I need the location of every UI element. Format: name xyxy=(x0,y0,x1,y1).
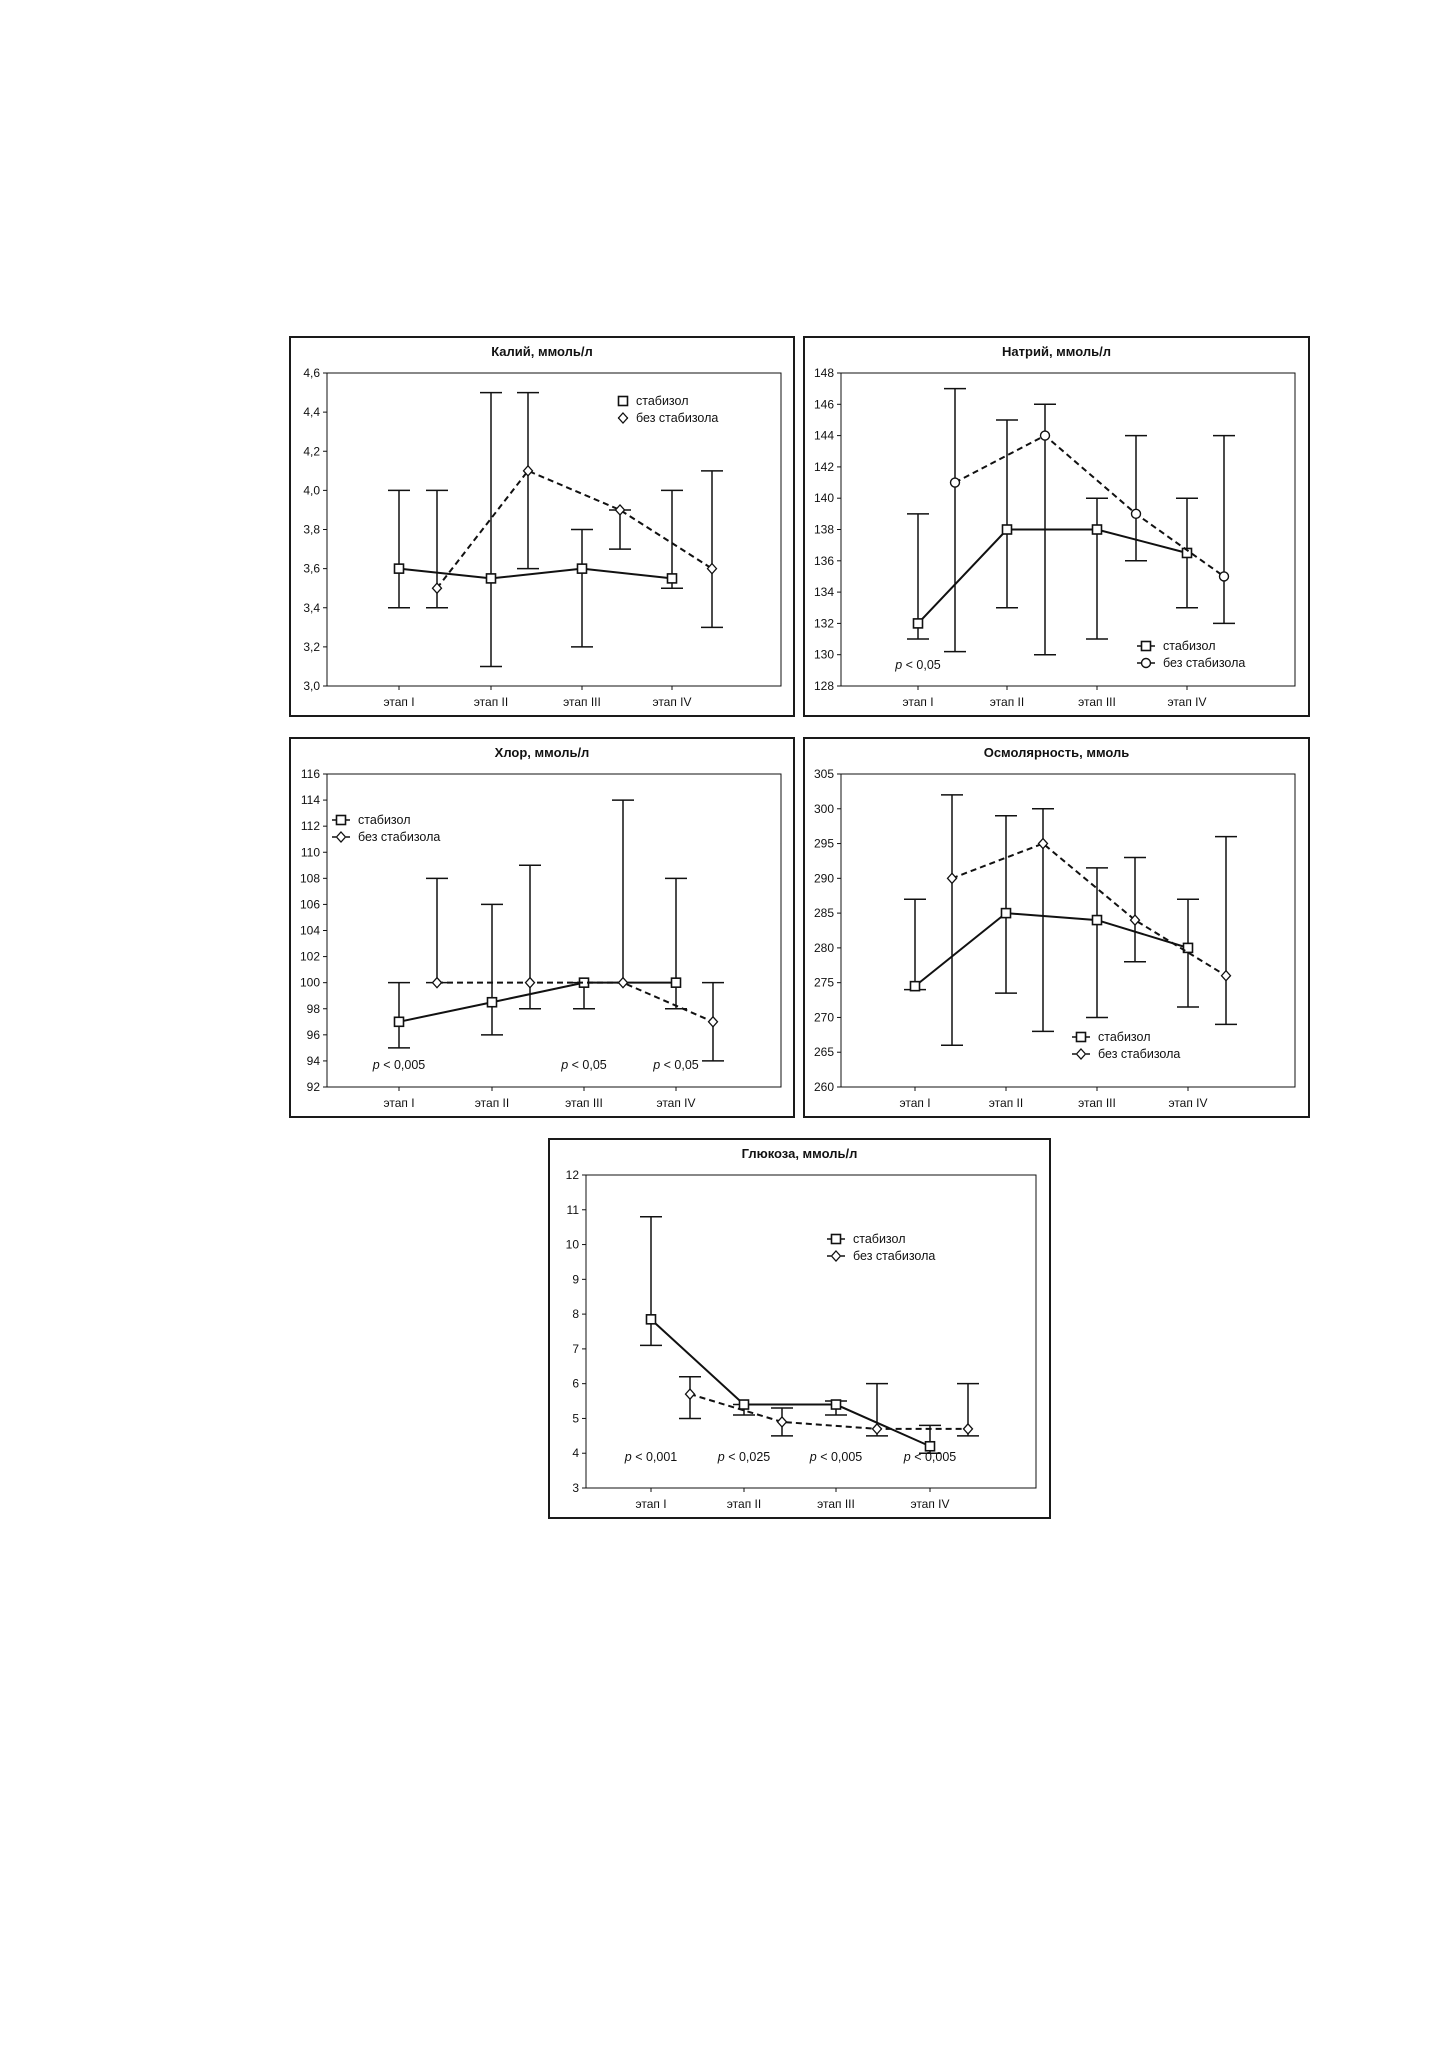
y-tick-label: 134 xyxy=(813,585,834,600)
y-tick-label: 9 xyxy=(572,1272,579,1287)
y-tick-label: 144 xyxy=(813,428,834,443)
x-tick-label: этап III xyxy=(1078,695,1116,709)
y-tick-label: 140 xyxy=(813,491,834,506)
legend-marker xyxy=(619,397,628,406)
data-point xyxy=(668,574,677,583)
legend-label: стабизол xyxy=(853,1232,906,1246)
data-point xyxy=(951,478,960,487)
legend xyxy=(332,813,440,844)
y-tick-label: 6 xyxy=(572,1376,579,1391)
y-tick-label: 110 xyxy=(300,845,320,860)
y-tick-label: 94 xyxy=(306,1053,320,1068)
legend-marker xyxy=(619,413,628,423)
chart-title: Хлор, ммоль/л xyxy=(494,745,590,760)
legend-marker xyxy=(832,1235,841,1244)
y-tick-label: 4,6 xyxy=(303,366,320,380)
y-tick-label: 4,0 xyxy=(303,483,320,498)
chart-panel-glucose xyxy=(548,1138,1051,1519)
series-stabizol xyxy=(388,393,683,667)
p-value-annotation: p < 0,005 xyxy=(809,1450,863,1464)
y-tick-label: 260 xyxy=(813,1080,834,1094)
y-tick-label: 4 xyxy=(572,1446,579,1461)
y-tick-label: 3,6 xyxy=(303,561,320,576)
x-tick-label: этап I xyxy=(383,1096,415,1110)
chart-panel-osmolarity xyxy=(803,737,1310,1118)
y-tick-label: 290 xyxy=(813,871,834,886)
chart-potassium xyxy=(291,338,793,715)
legend-marker xyxy=(337,832,346,842)
data-point xyxy=(948,873,957,883)
x-tick-label: этап I xyxy=(902,695,934,709)
legend-marker xyxy=(337,816,346,825)
series-line xyxy=(651,1319,930,1446)
y-tick-label: 116 xyxy=(300,767,320,781)
chart-title: Осмолярность, ммоль xyxy=(983,745,1130,760)
data-point xyxy=(488,998,497,1007)
series-line xyxy=(399,569,672,579)
data-point xyxy=(1041,431,1050,440)
y-tick-label: 7 xyxy=(572,1341,579,1356)
y-tick-label: 102 xyxy=(299,949,320,964)
series-line xyxy=(918,530,1187,624)
p-value-annotation: p < 0,005 xyxy=(372,1058,426,1072)
legend-label: стабизол xyxy=(1098,1030,1151,1044)
x-tick-label: этап IV xyxy=(1167,695,1207,709)
data-point xyxy=(740,1400,749,1409)
y-tick-label: 265 xyxy=(813,1045,834,1060)
series-line xyxy=(915,913,1188,986)
legend-label: стабизол xyxy=(358,813,411,827)
chart-sodium xyxy=(805,338,1308,715)
data-point xyxy=(873,1424,882,1434)
y-tick-label: 136 xyxy=(813,553,834,568)
data-point xyxy=(1093,916,1102,925)
x-tick-label: этап I xyxy=(383,695,415,709)
legend-label: без стабизола xyxy=(358,830,441,844)
x-tick-label: этап III xyxy=(817,1497,855,1511)
y-tick-label: 106 xyxy=(299,897,320,912)
x-tick-label: этап IV xyxy=(1168,1096,1208,1110)
series-line xyxy=(399,983,676,1022)
y-tick-label: 11 xyxy=(566,1202,579,1217)
y-tick-label: 138 xyxy=(813,522,834,537)
series-bez-stabizola xyxy=(426,393,723,628)
plot-area xyxy=(586,1175,1036,1488)
legend-marker xyxy=(1077,1049,1086,1059)
data-point xyxy=(686,1389,695,1399)
x-tick-label: этап II xyxy=(473,695,509,709)
series-bez-stabizola xyxy=(426,800,724,1061)
y-tick-label: 130 xyxy=(813,647,834,662)
y-tick-label: 142 xyxy=(813,459,834,474)
x-tick-label: этап I xyxy=(635,1497,667,1511)
chart-panel-sodium xyxy=(803,336,1310,717)
data-point xyxy=(526,978,535,988)
data-point xyxy=(832,1400,841,1409)
data-point xyxy=(616,505,625,515)
legend-label: стабизол xyxy=(636,394,689,408)
legend-label: без стабизола xyxy=(1163,656,1246,670)
data-point xyxy=(1093,525,1102,534)
y-tick-label: 3 xyxy=(572,1481,579,1495)
data-point xyxy=(487,574,496,583)
legend-label: без стабизола xyxy=(636,411,719,425)
data-point xyxy=(964,1424,973,1434)
chart-chloride xyxy=(291,739,793,1116)
x-tick-label: этап II xyxy=(988,1096,1024,1110)
plot-area xyxy=(841,774,1295,1087)
y-tick-label: 10 xyxy=(565,1237,579,1252)
data-point xyxy=(647,1315,656,1324)
y-tick-label: 92 xyxy=(306,1080,320,1094)
legend xyxy=(1137,639,1245,670)
y-tick-label: 128 xyxy=(813,679,834,693)
p-value-annotation: p < 0,001 xyxy=(624,1450,678,1464)
y-tick-label: 98 xyxy=(306,1001,320,1016)
x-tick-label: этап II xyxy=(726,1497,762,1511)
legend-marker xyxy=(832,1251,841,1261)
data-point xyxy=(1220,572,1229,581)
y-tick-label: 108 xyxy=(299,871,320,886)
y-tick-label: 8 xyxy=(572,1307,579,1322)
y-tick-label: 146 xyxy=(813,397,834,412)
legend-label: без стабизола xyxy=(1098,1047,1181,1061)
y-tick-label: 114 xyxy=(300,793,320,808)
x-tick-label: этап III xyxy=(1078,1096,1116,1110)
series-line xyxy=(690,1394,968,1429)
y-tick-label: 285 xyxy=(813,906,834,921)
data-point xyxy=(1222,971,1231,981)
y-tick-label: 295 xyxy=(813,836,834,851)
y-tick-label: 4,4 xyxy=(303,405,320,420)
data-point xyxy=(578,564,587,573)
y-tick-label: 3,8 xyxy=(303,522,320,537)
chart-title: Натрий, ммоль/л xyxy=(1002,344,1111,359)
chart-title: Глюкоза, ммоль/л xyxy=(741,1146,858,1161)
data-point xyxy=(1002,909,1011,918)
series-stabizol xyxy=(907,420,1198,639)
data-point xyxy=(672,978,681,987)
p-value-annotation: p < 0,05 xyxy=(895,658,941,672)
y-tick-label: 3,2 xyxy=(303,639,320,654)
y-tick-label: 96 xyxy=(306,1027,320,1042)
x-tick-label: этап IV xyxy=(656,1096,696,1110)
y-tick-label: 4,2 xyxy=(303,444,320,459)
y-tick-label: 270 xyxy=(813,1010,834,1025)
series-line xyxy=(437,983,713,1022)
x-tick-label: этап II xyxy=(474,1096,510,1110)
series-stabizol xyxy=(904,816,1199,1018)
data-point xyxy=(395,564,404,573)
chart-panel-potassium xyxy=(289,336,795,717)
y-tick-label: 112 xyxy=(300,819,320,834)
legend-marker xyxy=(1077,1033,1086,1042)
p-value-annotation: p < 0,05 xyxy=(653,1058,699,1072)
legend xyxy=(618,394,718,425)
x-tick-label: этап IV xyxy=(910,1497,950,1511)
legend-label: стабизол xyxy=(1163,639,1216,653)
chart-glucose xyxy=(550,1140,1049,1517)
data-point xyxy=(1132,509,1141,518)
legend-marker xyxy=(1142,659,1151,668)
x-tick-label: этап IV xyxy=(652,695,692,709)
y-tick-label: 5 xyxy=(572,1411,579,1426)
series-line xyxy=(952,844,1226,976)
y-tick-label: 3,0 xyxy=(303,679,320,693)
y-tick-label: 275 xyxy=(813,975,834,990)
series-stabizol xyxy=(388,878,687,1048)
data-point xyxy=(708,564,717,574)
legend-marker xyxy=(1142,642,1151,651)
p-value-annotation: p < 0,05 xyxy=(561,1058,607,1072)
series-bez-stabizola xyxy=(944,389,1235,655)
chart-panel-chloride xyxy=(289,737,795,1118)
x-tick-label: этап I xyxy=(899,1096,931,1110)
x-tick-label: этап II xyxy=(989,695,1025,709)
p-value-annotation: p < 0,025 xyxy=(717,1450,771,1464)
p-value-annotation: p < 0,005 xyxy=(903,1450,957,1464)
y-tick-label: 12 xyxy=(565,1168,579,1182)
data-point xyxy=(778,1417,787,1427)
legend-label: без стабизола xyxy=(853,1249,936,1263)
data-point xyxy=(709,1017,718,1027)
data-point xyxy=(914,619,923,628)
y-tick-label: 300 xyxy=(813,801,834,816)
y-tick-label: 3,4 xyxy=(303,600,320,615)
data-point xyxy=(433,978,442,988)
y-tick-label: 100 xyxy=(299,975,320,990)
y-tick-label: 305 xyxy=(813,767,834,781)
x-tick-label: этап III xyxy=(565,1096,603,1110)
chart-title: Калий, ммоль/л xyxy=(491,344,593,359)
data-point xyxy=(911,982,920,991)
data-point xyxy=(1003,525,1012,534)
y-tick-label: 104 xyxy=(299,923,320,938)
y-tick-label: 148 xyxy=(813,366,834,380)
legend xyxy=(827,1232,935,1263)
data-point xyxy=(619,978,628,988)
legend xyxy=(1072,1030,1180,1061)
data-point xyxy=(395,1017,404,1026)
y-tick-label: 132 xyxy=(813,616,834,631)
chart-osmolarity xyxy=(805,739,1308,1116)
x-tick-label: этап III xyxy=(563,695,601,709)
y-tick-label: 280 xyxy=(813,940,834,955)
